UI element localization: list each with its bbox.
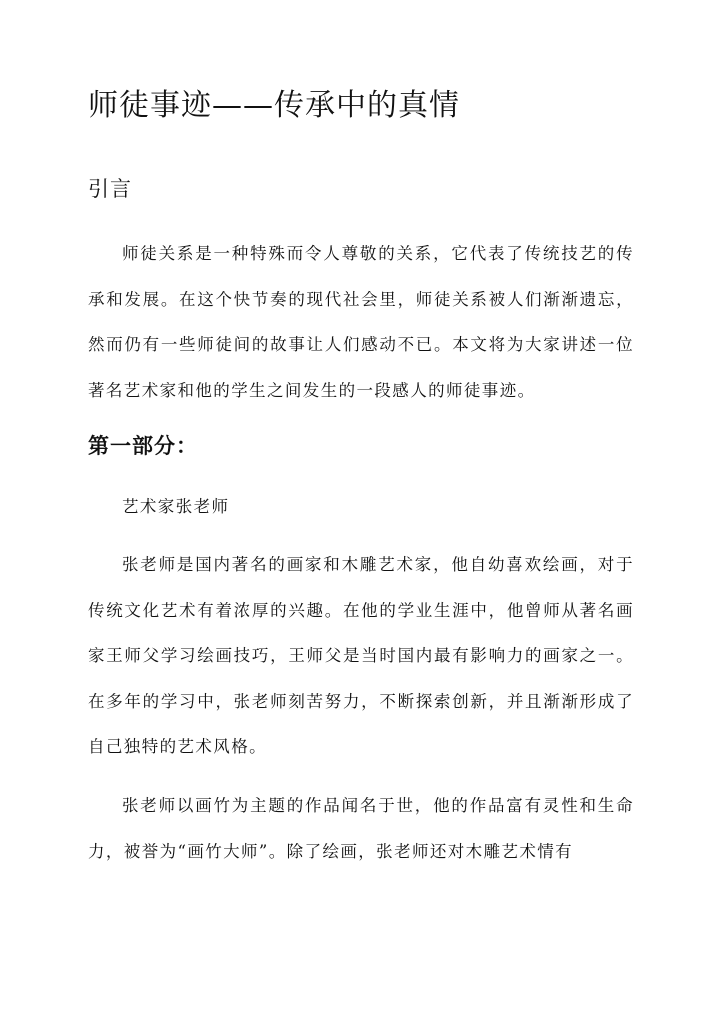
document-title: 师徒事迹——传承中的真情 — [88, 88, 460, 123]
part1-subheading: 艺术家张老师 — [122, 497, 230, 516]
part1-paragraph-1: 张老师是国内著名的画家和木雕艺术家，他自幼喜欢绘画，对于传统文化艺术有着浓厚的兴趣。在他的学业生涯中，他曾师从著名画家王师父学习绘画技巧，王师父是当时国内最有影响力的画家之一。在多年的学习中，张老师刻苦努力，不断探索创新，并且渐渐形成了自己独特的艺术风格。 — [88, 555, 634, 756]
intro-paragraph: 师徒关系是一种特殊而令人尊敬的关系，它代表了传统技艺的传承和发展。在这个快节奏的现代社会里，师徒关系被人们渐渐遗忘，然而仍有一些师徒间的故事让人们感动不已。本文将为大家讲述一位著名艺术家和他的学生之间发生的一段感人的师徒事迹。 — [88, 244, 634, 400]
part1-paragraph-2: 张老师以画竹为主题的作品闻名于世，他的作品富有灵性和生命力，被誉为“画竹大师”。除了绘画，张老师还对木雕艺术情有 — [88, 796, 634, 861]
part1-heading: 第一部分： — [88, 433, 198, 458]
intro-heading: 引言 — [88, 177, 132, 201]
